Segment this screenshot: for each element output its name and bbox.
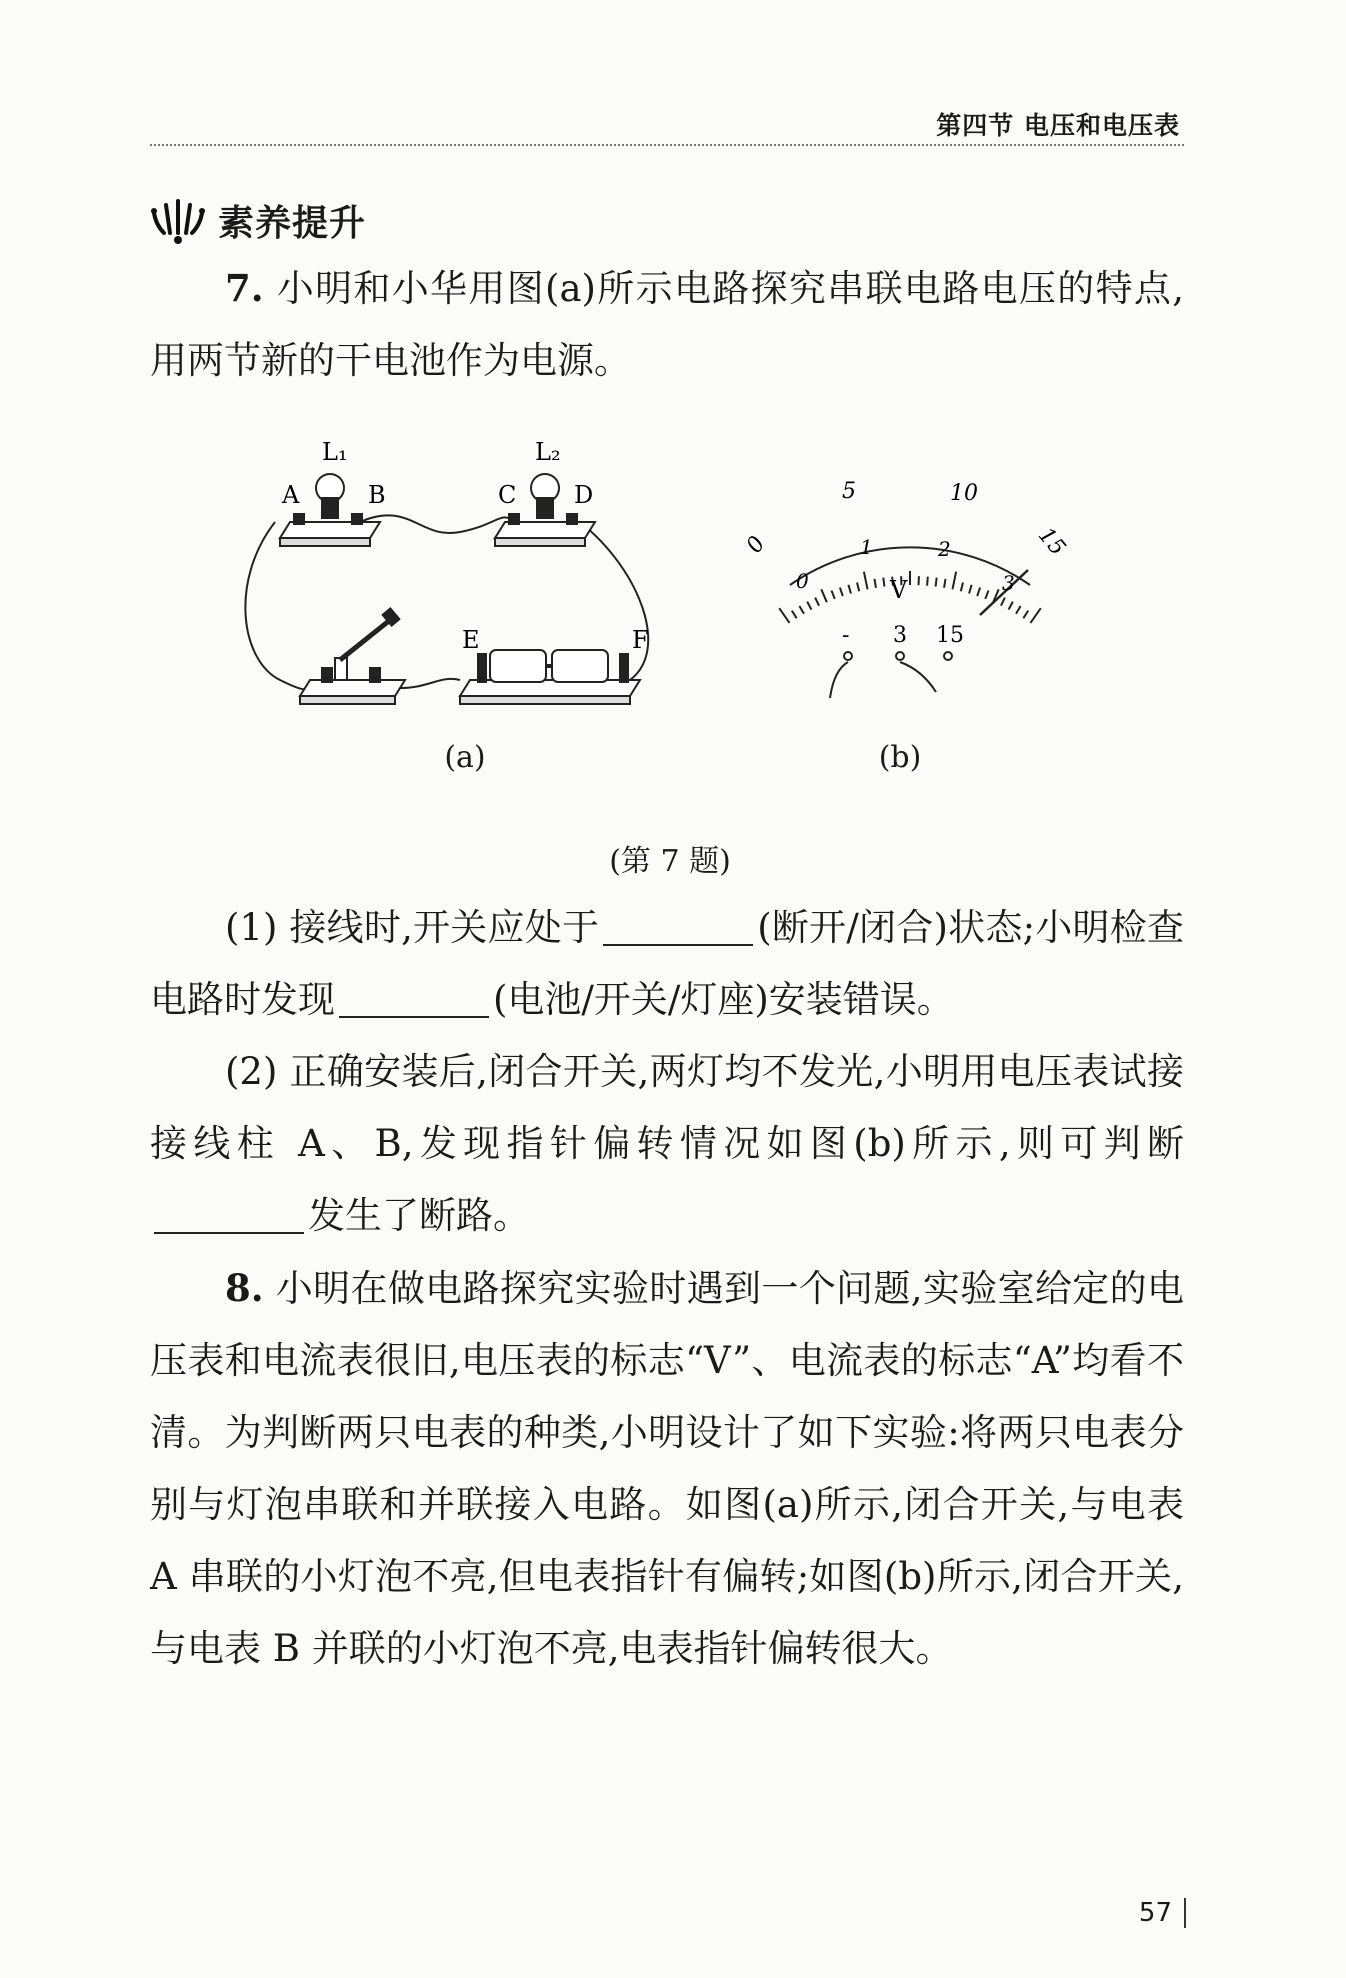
terminal-3 <box>896 652 904 660</box>
scale-tick <box>779 608 789 623</box>
scale-tick <box>1001 598 1005 606</box>
q7-part1-a: (1) 接线时,开关应处于 <box>225 906 600 949</box>
circuit-figure-a <box>240 430 690 730</box>
answer-blank <box>154 1192 304 1234</box>
lower-scale-3: 3 <box>1002 571 1015 595</box>
scale-tick <box>792 611 797 619</box>
terminal-15-label: 15 <box>936 623 964 648</box>
scale-tick <box>961 583 963 592</box>
scale-tick <box>857 583 859 592</box>
scale-tick <box>1009 602 1013 610</box>
scale-tick <box>944 579 945 588</box>
scale-tick <box>848 585 851 594</box>
scale-tick <box>969 585 972 594</box>
lead-3 <box>900 662 936 692</box>
label-L1: L₁ <box>322 438 348 466</box>
label-B: B <box>368 481 386 509</box>
scale-tick <box>985 591 988 599</box>
label-L2: L₂ <box>535 438 561 466</box>
wire-bottom <box>400 679 460 688</box>
q8 <box>150 1252 1184 1685</box>
heading-text: 素养提升 <box>218 202 367 244</box>
terminal-minus <box>844 652 852 660</box>
answer-blank <box>339 976 489 1018</box>
section-heading <box>150 192 366 248</box>
scale-tick <box>821 589 827 602</box>
lower-scale-2: 2 <box>938 537 951 561</box>
scale-tick <box>815 598 819 606</box>
wire-top <box>360 515 515 533</box>
upper-scale-15: 15 <box>1032 523 1071 561</box>
q7-number: 7. <box>225 266 264 310</box>
page-header <box>150 104 1184 146</box>
q7-intro <box>150 252 1184 397</box>
figure-a-caption: (a) <box>444 740 486 775</box>
terminal-3-label: 3 <box>893 623 907 648</box>
label-C: C <box>498 481 517 509</box>
q7-part2 <box>150 1036 1184 1252</box>
label-E: E <box>462 626 480 654</box>
terminal-15 <box>944 652 952 660</box>
q7-part2-a: (2) 正确安装后,闭合开关,两灯均不发光,小明用电压表试接接线柱 A、B,发现指针偏转情况如图(b)所示,则可判断 <box>150 1050 1184 1165</box>
crown-icon <box>150 195 206 245</box>
label-A: A <box>282 481 300 509</box>
scale-tick <box>883 578 884 587</box>
scale-tick <box>936 578 937 587</box>
scale-tick <box>840 588 843 597</box>
scale-tick <box>952 572 956 590</box>
scale-tick <box>832 591 835 599</box>
scale-tick <box>1016 606 1021 614</box>
scale-tick <box>1030 608 1040 623</box>
unit-label: V <box>890 576 908 604</box>
upper-scale-5: 5 <box>842 479 856 504</box>
q7-part2-b: 发生了断路。 <box>308 1194 530 1237</box>
wire-left <box>245 522 310 689</box>
battery-holder <box>460 650 640 704</box>
lower-scale-0: 0 <box>796 569 809 593</box>
scale-tick <box>1023 611 1028 619</box>
figure-caption: (第 7 题) <box>609 844 731 879</box>
answer-blank <box>603 904 753 946</box>
scale-tick <box>807 602 811 610</box>
scale-tick <box>927 577 928 586</box>
terminal-minus-label: - <box>842 623 850 648</box>
scale-tick <box>864 572 868 590</box>
knife-switch <box>300 608 405 704</box>
scale-tick <box>799 606 804 614</box>
q7-part1-b: (断开/闭合)状态;小明检查电路时发现 <box>150 906 1184 1021</box>
q8-number: 8. <box>225 1266 264 1310</box>
lower-scale-1: 1 <box>860 535 873 559</box>
upper-scale-10: 10 <box>950 481 978 506</box>
q7-part1-c: (电池/开关/灯座)安装错误。 <box>493 978 954 1021</box>
q7-intro-text: 小明和小华用图(a)所示电路探究串联电路电压的特点,用两节新的干电池作为电源。 <box>150 267 1184 382</box>
q7-part1 <box>150 892 1184 1036</box>
q8-text: 小明在做电路探究实验时遇到一个问题,实验室给定的电压表和电流表很旧,电压表的标志“V”、电流表的标志“A”均看不清。为判断两只电表的种类,小明设计了如下实验:将两只电表分别与灯泡串联和并联接入电路。如图(a)所示,闭合开关,与电表 A 串联的小灯泡不亮,但电表指针有偏转;如图(b)所示,闭合开关,与电表 B 并联的小灯泡不亮,电表指针偏转很大。 <box>150 1267 1185 1670</box>
scale-tick <box>874 579 875 588</box>
label-D: D <box>574 481 594 509</box>
voltmeter-figure-b <box>730 470 1090 710</box>
section-title: 第四节 电压和电压表 <box>936 111 1180 140</box>
page-number: 57 <box>1139 1898 1186 1928</box>
upper-scale-0: 0 <box>741 531 771 558</box>
scale-tick <box>977 588 980 597</box>
lead-minus <box>830 662 848 698</box>
label-F: F <box>632 626 649 654</box>
figure-b-caption: (b) <box>878 740 922 775</box>
